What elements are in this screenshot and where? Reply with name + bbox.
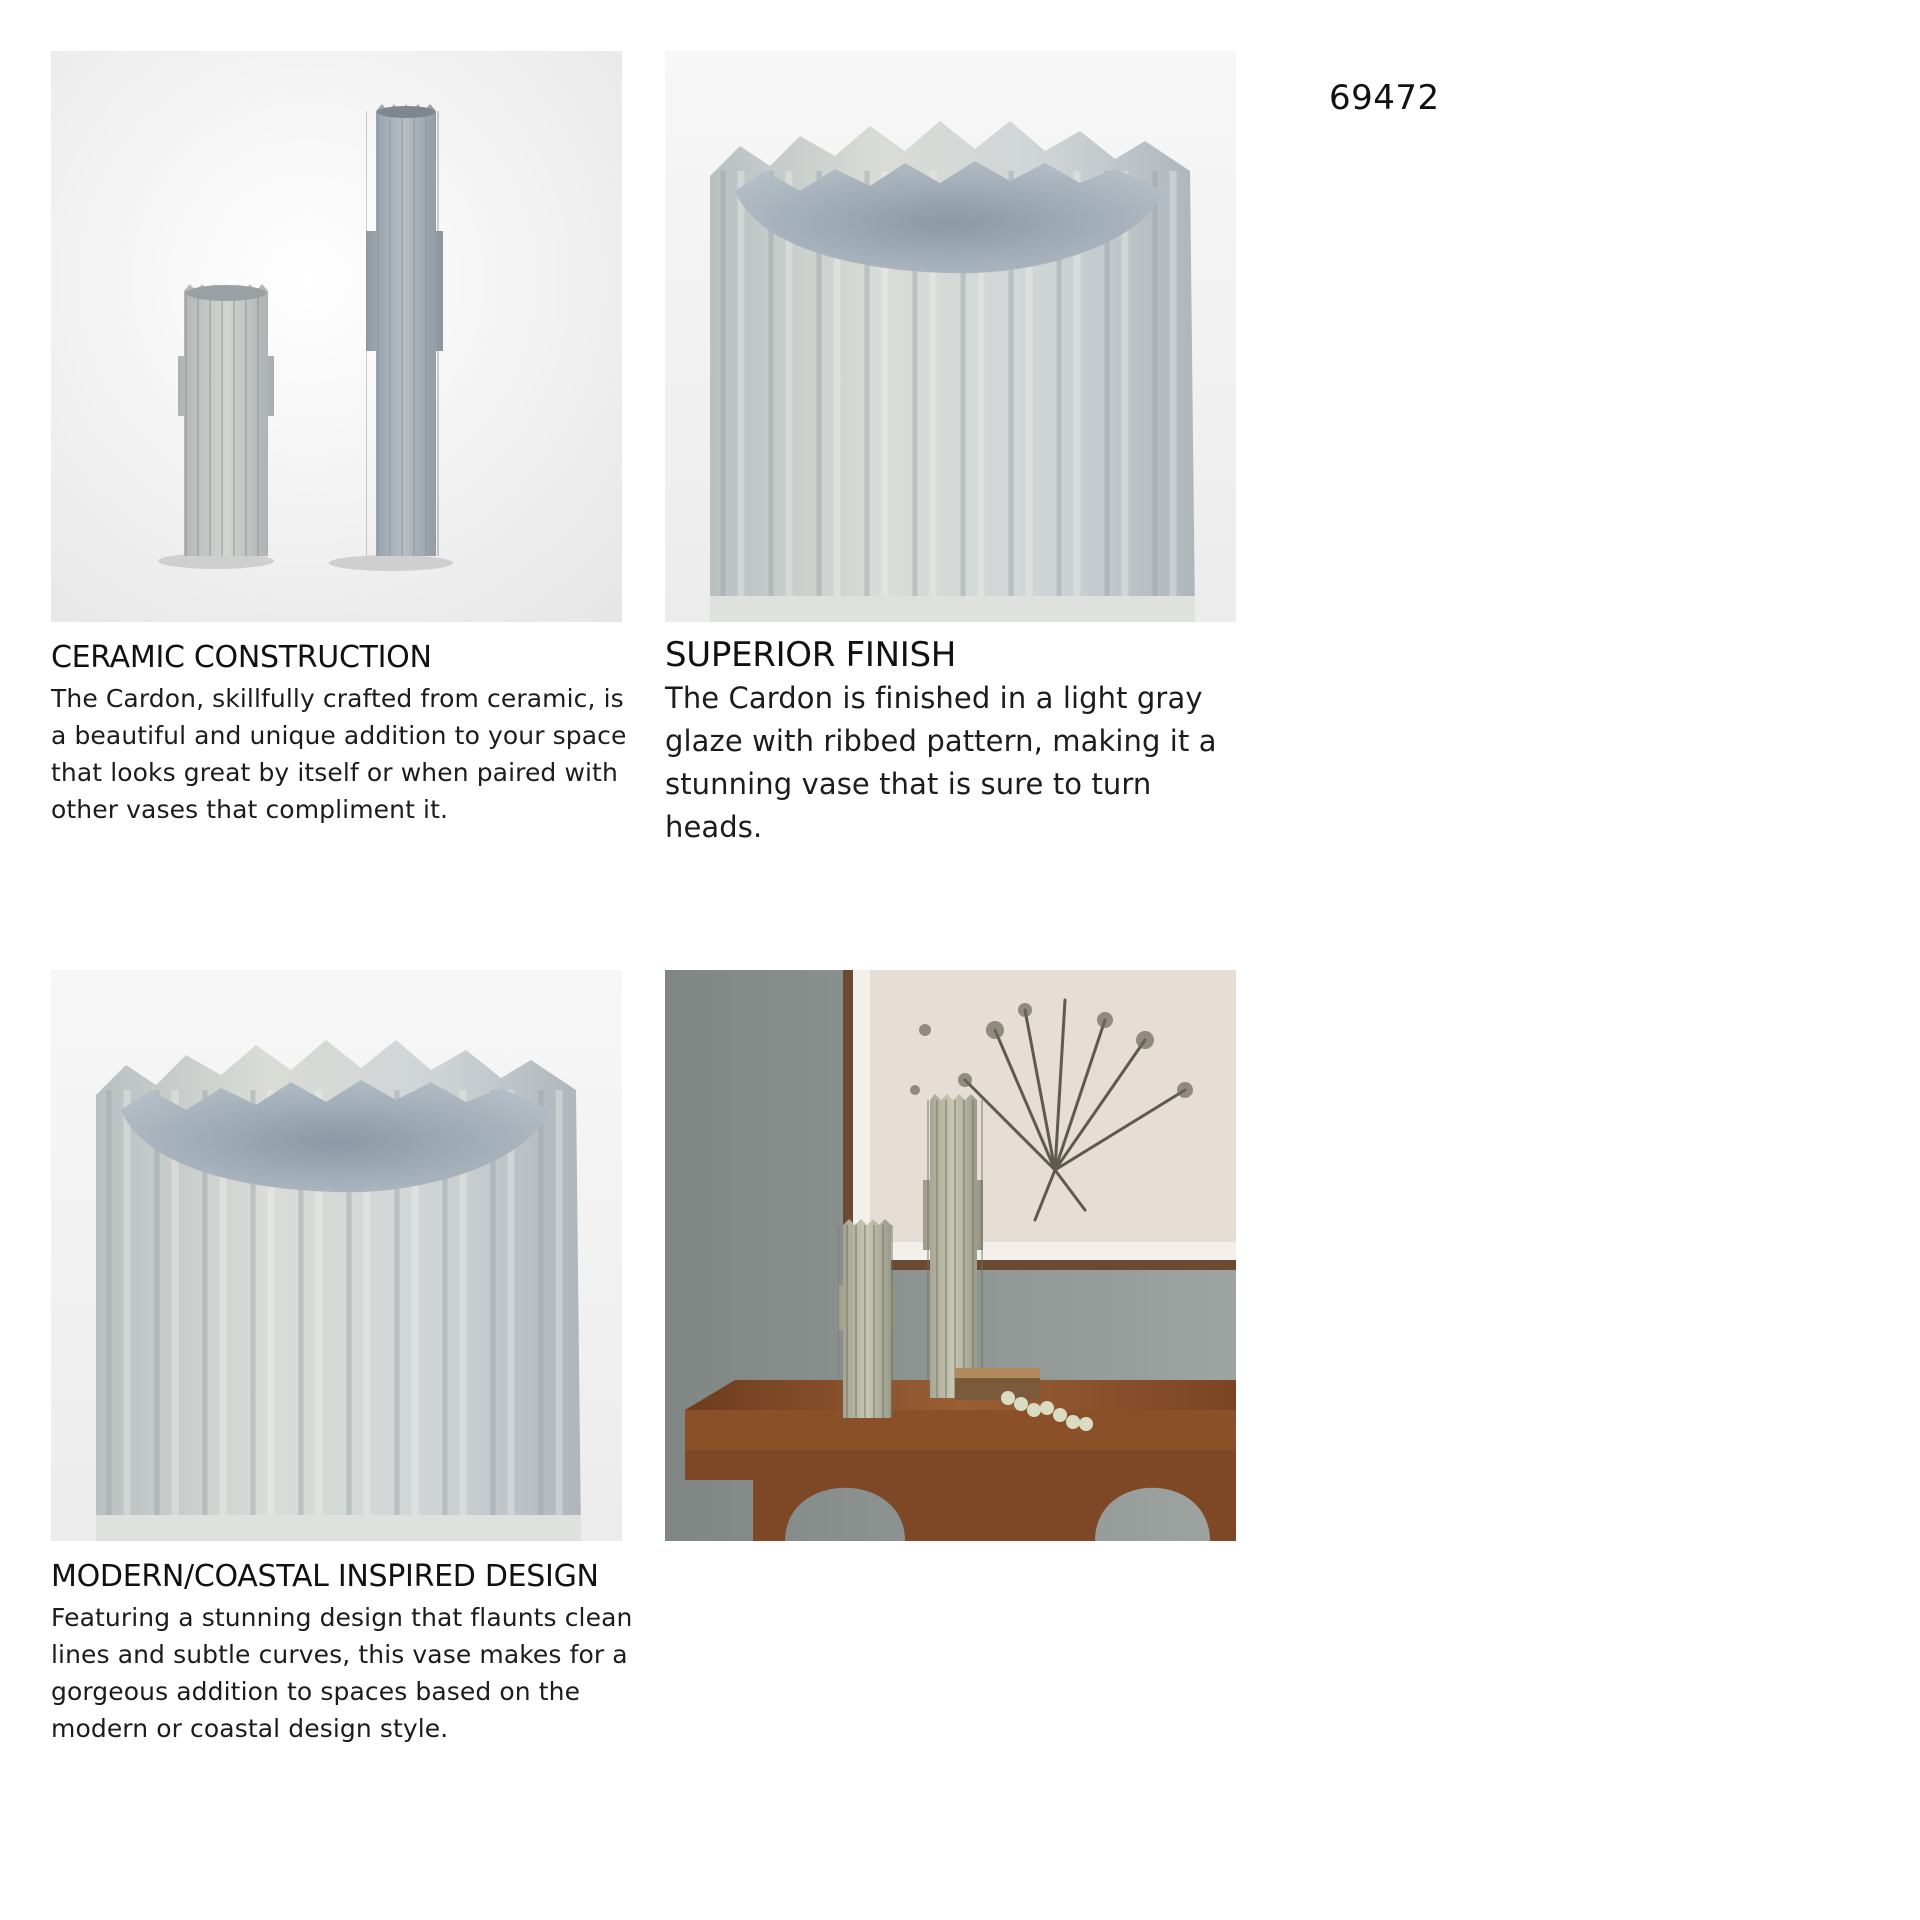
product-sku: 69472 (1329, 78, 1440, 118)
ceramic-construction-section (51, 641, 641, 828)
section-body: The Cardon, skillfully crafted from ceramic, is a beautiful and unique addition to your space that looks great by itself or when paired with other vases that compliment it. (51, 683, 627, 824)
vase-closeup-photo-2 (51, 970, 622, 1541)
superior-finish-section (665, 636, 1255, 849)
section-body: Featuring a stunning design that flaunts clean lines and subtle curves, this vase makes for a gorgeous addition to spaces based on the modern or coastal design style. (51, 1602, 633, 1743)
section-heading: SUPERIOR FINISH (665, 635, 956, 675)
modern-coastal-design-section (51, 1560, 641, 1747)
vase-closeup-photo (665, 51, 1236, 622)
section-heading: MODERN/COASTAL INSPIRED DESIGN (51, 1559, 599, 1594)
styled-room-photo (665, 970, 1236, 1541)
two-vases-photo (51, 51, 622, 622)
section-heading: CERAMIC CONSTRUCTION (51, 640, 432, 675)
section-body: The Cardon is finished in a light gray glaze with ribbed pattern, making it a stunning vase that is sure to turn heads. (665, 681, 1217, 845)
